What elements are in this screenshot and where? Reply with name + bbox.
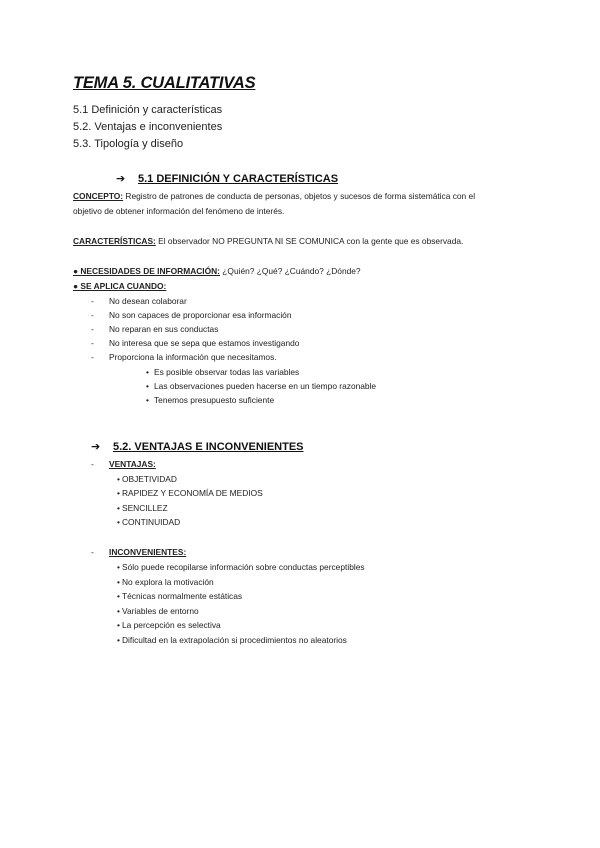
- toc-item-1: 5.1 Definición y características: [73, 104, 223, 116]
- concepto-text-1: Registro de patrones de conducta de personas, objetos y sucesos de forma sistemática con el: [123, 191, 476, 201]
- ventaja-item: • OBJETIVIDAD: [117, 474, 177, 484]
- bullet-icon: •: [117, 620, 120, 630]
- inconveniente-item: • Dificultad en la extrapolación si procedimientos no aleatorios: [117, 635, 347, 645]
- list-item-dash: -: [91, 547, 94, 557]
- inconvenientes-label-line: [109, 547, 186, 557]
- list-item: Proporciona la información que necesitamos.: [109, 352, 277, 362]
- ventaja-item: • CONTINUIDAD: [117, 517, 181, 527]
- caracteristicas-line: [73, 236, 463, 246]
- bullet-icon: •: [146, 381, 149, 391]
- bullet-icon: •: [117, 562, 120, 572]
- aplica-line: [73, 281, 166, 291]
- list-item: No reparan en sus conductas: [109, 324, 219, 334]
- bullet-icon: •: [146, 395, 149, 405]
- toc-item-2: 5.2. Ventajas e inconvenientes: [73, 121, 223, 133]
- page-title: TEMA 5. CUALITATIVAS: [73, 74, 256, 92]
- bullet-icon: •: [117, 577, 120, 587]
- ventajas-label-line: [109, 459, 156, 469]
- bullet-icon: •: [146, 367, 149, 377]
- necesidades-text: ¿Quién? ¿Qué? ¿Cuándo? ¿Dónde?: [219, 266, 361, 276]
- ventaja-item: • SENCILLEZ: [117, 503, 168, 513]
- sub-list-item: • Tenemos presupuesto suficiente: [146, 395, 275, 405]
- list-item: No son capaces de proporcionar esa información: [109, 310, 292, 320]
- bullet-icon: •: [117, 591, 120, 601]
- list-item-dash: -: [91, 459, 94, 469]
- inconvenientes-label: INCONVENIENTES:: [109, 547, 187, 557]
- bullet-icon: •: [117, 474, 120, 484]
- bullet-icon: •: [117, 635, 120, 645]
- section-2-heading-text: 5.2. VENTAJAS E INCONVENIENTES: [113, 441, 304, 453]
- sub-list-item: • Las observaciones pueden hacerse en un tiempo razonable: [146, 381, 377, 391]
- list-item: No desean colaborar: [109, 296, 187, 306]
- inconveniente-item: • Técnicas normalmente estáticas: [117, 591, 243, 601]
- concepto-text-2: objetivo de obtener información del fenómeno de interés.: [73, 206, 285, 216]
- list-item: No interesa que se sepa que estamos investigando: [109, 338, 300, 348]
- necesidades-label: ● NECESIDADES DE INFORMACIÓN:: [73, 266, 220, 276]
- section-1-heading: [116, 172, 338, 185]
- list-item-dash: -: [91, 338, 94, 348]
- section-1-heading-text: 5.1 DEFINICIÓN Y CARACTERÍSTICAS: [138, 173, 339, 185]
- sub-list-item: • Es posible observar todas las variables: [146, 367, 300, 377]
- concepto-label: CONCEPTO:: [73, 191, 124, 201]
- bullet-icon: •: [117, 517, 120, 527]
- toc-item-3: 5.3. Tipología y diseño: [73, 138, 184, 150]
- inconveniente-item: • No explora la motivación: [117, 577, 214, 587]
- bullet-icon: •: [117, 503, 120, 513]
- caracteristicas-label: CARACTERÍSTICAS:: [73, 236, 156, 246]
- caracteristicas-text: El observador NO PREGUNTA NI SE COMUNICA con la gente que es observada.: [155, 236, 464, 246]
- section-2-heading: [91, 440, 304, 453]
- ventaja-item: • RAPIDEZ Y ECONOMÍA DE MEDIOS: [117, 488, 263, 498]
- arrow-right-icon: ➔: [91, 441, 101, 453]
- inconveniente-item: • Sólo puede recopilarse información sobre conductas perceptibles: [117, 562, 365, 572]
- ventajas-label: VENTAJAS:: [109, 459, 156, 469]
- inconveniente-item: • Variables de entorno: [117, 606, 199, 616]
- list-item-dash: -: [91, 324, 94, 334]
- list-item-dash: -: [91, 310, 94, 320]
- necesidades-line: [73, 266, 361, 276]
- bullet-icon: •: [117, 606, 120, 616]
- list-item-dash: -: [91, 296, 94, 306]
- list-item-dash: -: [91, 352, 94, 362]
- arrow-right-icon: ➔: [116, 173, 126, 185]
- inconveniente-item: • La percepción es selectiva: [117, 620, 221, 630]
- aplica-label: ● SE APLICA CUANDO:: [73, 281, 167, 291]
- bullet-icon: •: [117, 488, 120, 498]
- concepto-line-1: [73, 191, 475, 201]
